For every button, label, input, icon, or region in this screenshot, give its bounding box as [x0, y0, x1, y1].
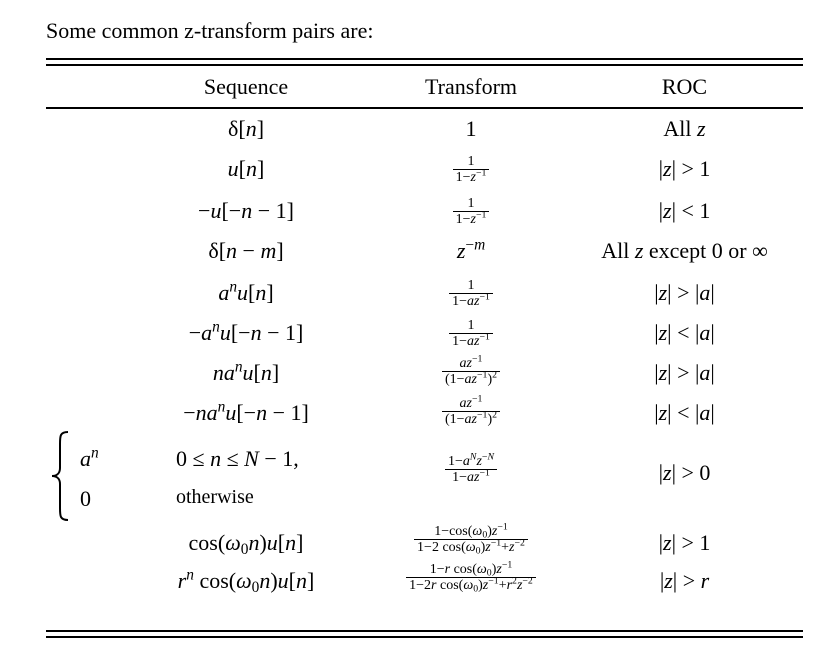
- sequence-cell: δ[n − m]: [208, 238, 284, 263]
- header-rule: [46, 107, 803, 109]
- transform-cell: $z^{-m}$: [456, 236, 486, 263]
- transform-cell: $\frac{az^{-1}}{(1-az^{-1})^2}$: [376, 356, 566, 387]
- roc-cell: |z| < |a|: [654, 320, 715, 345]
- table-row: [46, 521, 803, 560]
- table-row: [46, 156, 803, 186]
- piecewise-case-2-value: 0: [80, 486, 91, 511]
- header-roc: ROC: [661, 74, 708, 99]
- table-row: [46, 238, 803, 268]
- transform-cell: 1: [465, 116, 477, 141]
- transform-cell: $\frac{1}{1-z^{-1}}$: [376, 154, 566, 185]
- roc-cell: All z except 0 or ∞: [601, 238, 768, 263]
- bottom-rule: [46, 630, 803, 632]
- table-row: [46, 198, 803, 228]
- bottom-rule-inner: [46, 636, 803, 638]
- sequence-cell: $\cos(\omega_0n)u[n]$: [188, 530, 304, 558]
- sequence-cell: $-na^nu[-n - 1]$: [183, 398, 309, 425]
- top-rule-inner: [46, 64, 803, 66]
- sequence-cell: δ[n]: [227, 116, 265, 141]
- sequence-cell: $r^n$ $\cos(\omega_0n)u[n]$: [177, 566, 315, 596]
- transform-cell: $\frac{az^{-1}}{(1-az^{-1})^2}$: [376, 396, 566, 427]
- roc-cell: |z| > 1: [658, 156, 711, 181]
- sequence-cell: $na^nu[n]$: [212, 358, 280, 385]
- table-row: [46, 320, 803, 350]
- table-row: [46, 393, 803, 430]
- intro-text: Some common z-transform pairs are:: [46, 18, 374, 43]
- roc-cell: |z| > r: [659, 568, 710, 593]
- sequence-cell: $a^nu[n]$: [218, 278, 274, 305]
- transform-cell: $\frac{1-\cos(\omega_0)z^{-1}}{1-2 \cos(\omega_0)z^{-1}+z^{-2}}$: [376, 524, 566, 555]
- transform-cell: $\frac{1-a^Nz^{-N}}{1-az^{-1}}$: [376, 454, 566, 485]
- top-rule: [46, 58, 803, 60]
- sequence-cell: u[n]: [227, 156, 265, 181]
- piecewise-case-2-condition: otherwise: [176, 486, 254, 508]
- header-sequence: Sequence: [203, 74, 289, 99]
- header-transform: Transform: [424, 74, 518, 99]
- table-row: [46, 116, 803, 146]
- roc-cell: |z| > |a|: [654, 280, 715, 305]
- roc-cell: |z| > 0: [658, 460, 711, 485]
- roc-cell: All z: [663, 116, 706, 141]
- table-row: [46, 353, 803, 390]
- piecewise-case-1-condition: 0 ≤ n ≤ N − 1,: [176, 446, 299, 471]
- transform-cell: $\frac{1}{1-z^{-1}}$: [376, 196, 566, 227]
- sequence-cell: $-a^nu[-n - 1]$: [188, 318, 304, 345]
- roc-cell: |z| > 1: [658, 530, 711, 555]
- roc-cell: |z| > |a|: [654, 360, 715, 385]
- transform-cell: $\frac{1}{1-az^{-1}}$: [376, 278, 566, 309]
- roc-cell: |z| < |a|: [654, 400, 715, 425]
- roc-cell: |z| < 1: [658, 198, 711, 223]
- table-row: [46, 559, 803, 598]
- sequence-cell: −u[−n − 1]: [198, 198, 294, 223]
- table-row: [46, 451, 803, 490]
- transform-cell: $\frac{1-r \cos(\omega_0)z^{-1}}{1-2r \cos(\omega_0)z^{-1}+r^2z^{-2}}$: [376, 562, 566, 593]
- transform-cell: $\frac{1}{1-az^{-1}}$: [376, 318, 566, 349]
- piecewise-case-1-value: $a^n$: [80, 444, 99, 471]
- table-row: [46, 280, 803, 310]
